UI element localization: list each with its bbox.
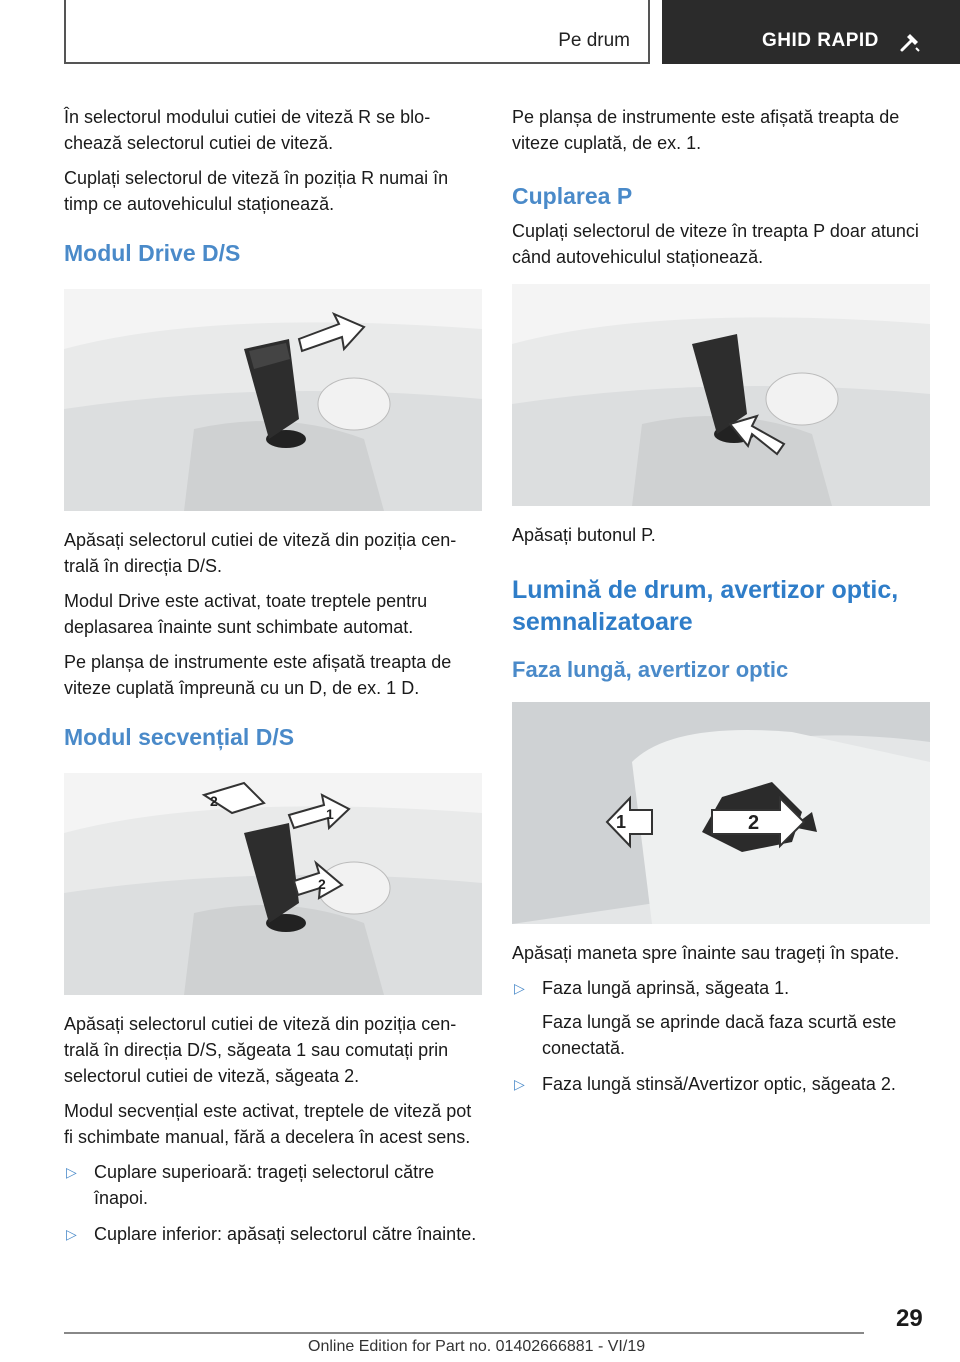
footer-divider	[64, 1332, 864, 1334]
paragraph: Modul Drive este activat, toate treptele pentru deplasarea înainte sunt schimbate automat.	[64, 591, 428, 637]
list-item: ▷ Cuplare superioară: trageți selectorul către înapoi.	[64, 1159, 482, 1211]
header-tab-label: GHID RAPID	[762, 30, 879, 51]
paragraph: Pe planșa de instrumente este afișată treapta de viteze cuplată împreună cu un D, de ex. 1 D.	[64, 652, 452, 698]
paragraph: Apăsați selectorul cutiei de viteză din poziția centrală în direcția D/S, săgeata 1 sau comutați prin selectorul cutiei de viteză, săgeata 2.	[64, 1014, 457, 1086]
heading-park: Cuplarea P	[512, 183, 633, 209]
figure-gear-selector-park	[512, 284, 930, 506]
figure-turn-signal-lever	[512, 702, 930, 924]
list-item: ▷ Cuplare inferior: apăsați selectorul către înainte.	[64, 1221, 482, 1247]
paragraph: Apăsați butonul P.	[512, 525, 656, 545]
paragraph: În selectorul modului cutiei de viteză R se blochează selectorul cutiei de viteză.	[64, 107, 431, 153]
triangle-bullet-icon: ▷	[66, 1226, 77, 1242]
paragraph: Cuplați selectorul de viteză în poziția R numai în timp ce autovehiculul staționează.	[64, 168, 449, 214]
bullet-list	[64, 1159, 482, 1247]
paragraph: Modul secvențial este activat, treptele de viteză pot fi schimbate manual, fără a decelera în acest sens.	[64, 1101, 472, 1147]
arrow-label: 2	[210, 793, 218, 809]
tools-icon	[898, 30, 922, 54]
figure-gear-selector-sequential	[64, 773, 482, 995]
paragraph: Apăsați selectorul cutiei de viteză din poziția centrală în direcția D/S.	[64, 530, 457, 576]
arrow-label: 1	[326, 806, 334, 822]
arrow-label: 2	[748, 812, 760, 834]
figure-gear-selector-drive	[64, 289, 482, 511]
arrow-label: 2	[318, 876, 326, 892]
heading-high-beam: Faza lungă, avertizor optic	[512, 657, 789, 682]
page-number: 29	[896, 1305, 923, 1332]
paragraph: Apăsați maneta spre înainte sau trageți în spate.	[512, 943, 900, 963]
bullet-list	[512, 975, 930, 1097]
list-item: ▷ Faza lungă stinsă/Avertizor optic, săgeata 2.	[512, 1071, 930, 1097]
left-column	[64, 104, 482, 1257]
header-section-title: Pe drum	[558, 30, 630, 51]
footer-edition: Online Edition for Part no. 01402666881 - VI/19	[308, 1338, 646, 1355]
triangle-bullet-icon: ▷	[66, 1164, 77, 1180]
triangle-bullet-icon: ▷	[514, 980, 525, 996]
arrow-label: 1	[616, 812, 627, 832]
heading-lights: Lumină de drum, avertizor optic, semnalizatoare	[512, 576, 899, 636]
right-column	[512, 104, 930, 1107]
paragraph: Cuplați selectorul de viteze în treapta P doar atunci când autovehiculul staționează.	[512, 221, 919, 267]
heading-drive-mode: Modul Drive D/S	[64, 240, 241, 266]
paragraph: Pe planșa de instrumente este afișată treapta de viteze cuplată, de ex. 1.	[512, 107, 900, 153]
heading-sequential-mode: Modul secvențial D/S	[64, 724, 295, 750]
triangle-bullet-icon: ▷	[514, 1076, 525, 1092]
list-item: ▷ Faza lungă aprinsă, săgeata 1. Faza lungă se aprinde dacă faza scurtă este conectată.	[512, 975, 930, 1061]
